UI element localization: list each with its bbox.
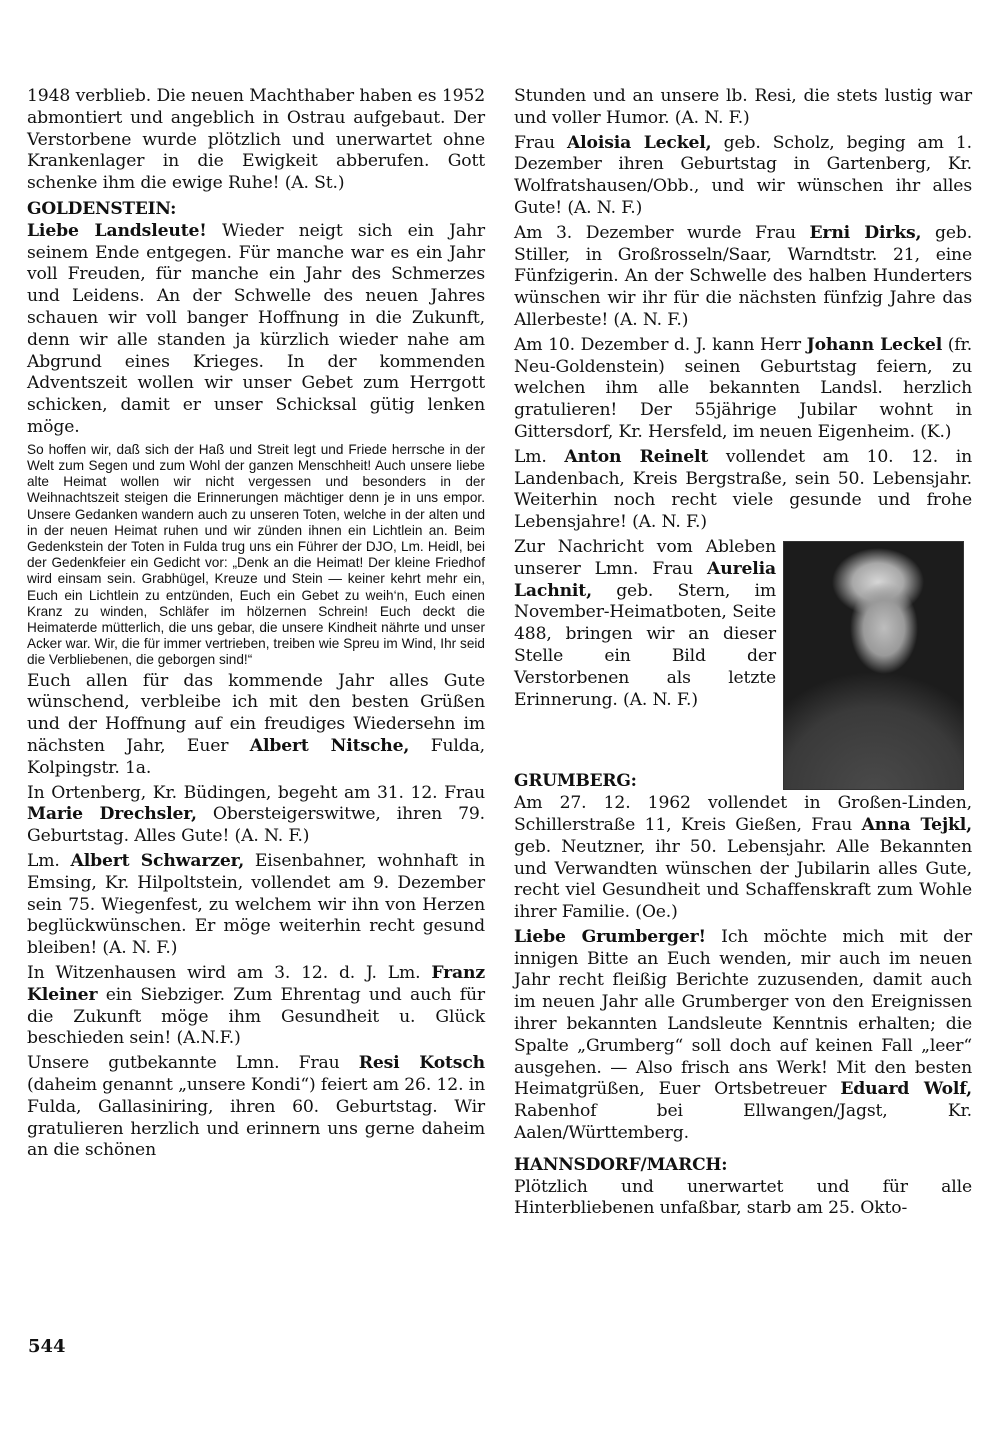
closing-text: Euch allen für das kommende Jahr alles Gute wünschend, verbleibe ich mit den besten Grüßen und der Hoffnung auf ein freudiges Wiedersehn im nächsten Jahr, Euer bbox=[27, 670, 485, 756]
letter-greeting: Liebe Grumberger! bbox=[514, 926, 706, 947]
entry-text: vollendet am 10. 12. in Landenbach, Kreis Bergstraße, sein 50. Lebensjahr. Weiterhin noch recht viele gesunde und frohe Lebensjahre! (A. N. F.) bbox=[514, 446, 972, 533]
entry-name: Johann Leckel bbox=[806, 334, 943, 355]
entry-text: (fr. Neu-Goldenstein) seinen Geburtstag feiern, zu welchen ihm alle bekannten Landsl. herzlich gratulieren! Der 55jährige Jubilar wohnt in Gittersdorf, Kr. Hersfeld, im neuen Eigenheim. (K.) bbox=[514, 334, 973, 442]
entry-text: Lm. bbox=[514, 446, 565, 467]
closing-name: Albert Nitsche, bbox=[249, 735, 410, 756]
section-heading-grumberg: GRUMBERG: bbox=[514, 771, 637, 792]
intro-paragraph: 1948 verblieb. Die neuen Machthaber haben es 1952 abmontiert und angeblich in Ostrau aufgebaut. Der Verstorbene wurde plötzlich und unerwartet ohne Krankenlager in die Ewigkeit abberufen. Gott schenke ihm die ewige Ruhe! (A. St.) bbox=[27, 86, 485, 194]
entry-paragraph bbox=[27, 783, 485, 848]
hannsdorf-paragraph: Plötzlich und unerwartet und für alle Hinterbliebenen unfaßbar, starb am 25. Okto- bbox=[514, 1176, 972, 1219]
obituary-name: Aurelia Lachnit, bbox=[514, 558, 776, 601]
page-number: 544 bbox=[28, 1336, 66, 1357]
greeting-bold: Liebe Landsleute! bbox=[27, 220, 207, 241]
entry-paragraph bbox=[514, 335, 972, 444]
letter-text: Ich möchte mich mit der innigen Bitte an Euch wenden, mir auch im neuen Jahr recht fleißig Berichte zuzusenden, damit auch im neuen Jahr alle Grumberger von den Ereignissen ihrer bekannten Landsleute Kenntnis erhalten; die Spalte „Grumberg“ soll doch auf keinen Fall „leer“ ausgehen. — Also frisch ans Werk! Mit den besten Heimatgrüßen, Euer Ortsbetreuer bbox=[514, 926, 972, 1100]
entry-text: Am 3. Dezember wurde Frau bbox=[514, 222, 810, 243]
entry-text: geb. Stiller, in Großrosseln/Saar, Warndtstr. 21, eine Fünfzigerin. An der Schwelle des halben Hunderters wünschen wir ihr für die nächsten fünfzig Jahre das Allerbeste! (A. N. F.) bbox=[514, 222, 973, 330]
entry-name: Anton Reinelt bbox=[564, 446, 709, 467]
obituary-paragraph bbox=[514, 537, 776, 711]
entry-text: Am 10. Dezember d. J. kann Herr bbox=[514, 334, 807, 355]
entry-text: Obersteigerswitwe, ihren 79. Geburtstag. Alles Gute! (A. N. F.) bbox=[27, 804, 485, 847]
entry-name: Aloisia Leckel, bbox=[566, 132, 712, 153]
entry-name: Resi Kotsch bbox=[358, 1053, 485, 1074]
entry-name: Erni Dirks, bbox=[809, 222, 922, 243]
entry-name: Anna Tejkl, bbox=[861, 814, 972, 835]
entry-text: geb. Scholz, beging am 1. Dezember ihren Geburtstag in Gartenberg, Kr. Wolfratshausen/Obb., und wir wünschen ihr alles Gute! (A. N. F.) bbox=[514, 132, 972, 218]
entry-text: Am 27. 12. 1962 vollendet in Großen-Linden, Schillerstraße 11, Kreis Gießen, Frau bbox=[514, 793, 972, 835]
closing-paragraph bbox=[27, 671, 485, 780]
entry-name: Marie Drechsler, bbox=[27, 804, 197, 825]
entry-text: In Witzenhausen wird am 3. 12. d. J. Lm. bbox=[27, 962, 432, 983]
left-column bbox=[27, 86, 485, 1165]
entry-text: Eisenbahner, wohnhaft in Emsing, Kr. Hilpoltstein, vollendet am 9. Dezember sein 75. Wiegenfest, zu welchem wir ihn von Herzen beglückwünschen. Er möge weiterhin recht gesund bleiben! (A. N. F.) bbox=[27, 850, 485, 959]
entry-paragraph bbox=[27, 851, 485, 960]
entry-text: Lm. bbox=[27, 850, 71, 871]
entry-text: Frau bbox=[514, 132, 567, 153]
obituary-block bbox=[514, 537, 972, 711]
closing-address: Fulda, Kolpingstr. 1a. bbox=[27, 735, 485, 778]
entry-paragraph bbox=[514, 133, 972, 220]
entry-text: (daheim genannt „unsere Kondi“) feiert am 26. 12. in Fulda, Gallasiniring, ihren 60. Geburtstag. Wir gratulieren herzlich und erinnern uns gerne daheim an die schönen bbox=[27, 1074, 485, 1161]
continuation-paragraph: Stunden und an unsere lb. Resi, die stets lustig war und voller Humor. (A. N. F.) bbox=[514, 86, 972, 128]
entry-name: Albert Schwarzer, bbox=[70, 850, 245, 871]
letter-address: Rabenhof bei Ellwangen/Jagst, Kr. Aalen/Württemberg. bbox=[514, 1101, 972, 1144]
greeting-paragraph bbox=[27, 221, 485, 439]
entry-paragraph bbox=[514, 447, 972, 534]
section-heading-hannsdorf: HANNSDORF/MARCH: bbox=[514, 1154, 728, 1175]
entry-text: geb. Neutzner, ihr 50. Lebensjahr. Alle Bekannten und Verwandten wünschen der Jubilarin alles Gute, recht viel Gesundheit und Schaffenskraft zum Wohle ihrer Familie. (Oe.) bbox=[514, 836, 972, 923]
greeting-text: Wieder neigt sich ein Jahr seinem Ende entgegen. Für manche war es ein Jahr voll Freuden, für manche ein Jahr des Schmerzes und Leidens. An der Schwelle des neuen Jahres schauen wir voll banger Hoffnung in die Zukunft, denn wir alle standen ja kürzlich wieder nahe am Abgrund eines Krieges. In der kommenden Adventszeit wollen wir unser Gebet zum Herrgott schicken, damit er unser Schicksal gütig lenken möge. bbox=[27, 220, 485, 437]
entry-paragraph bbox=[27, 1053, 485, 1162]
portrait-photo bbox=[783, 541, 964, 790]
entry-text: Unsere gutbekannte Lmn. Frau bbox=[27, 1053, 359, 1074]
grumberg-section bbox=[514, 771, 972, 1145]
obituary-text: geb. Stern, im November-Heimatboten, Seite 488, bringen wir an dieser Stelle ein Bild der Verstorbenen als letzte Erinnerung. (A. N. F.) bbox=[514, 580, 776, 710]
letter-signature-name: Eduard Wolf, bbox=[840, 1079, 972, 1100]
right-column bbox=[514, 86, 972, 1223]
entry-text: ein Siebziger. Zum Ehrentag und auch für die Zukunft möge ihm Gesundheit u. Glück beschieden sein! (A.N.F.) bbox=[27, 984, 485, 1049]
entry-name: Franz Kleiner bbox=[27, 962, 485, 1005]
letter-paragraph bbox=[514, 927, 972, 1145]
entry-paragraph bbox=[514, 223, 972, 332]
entry-paragraph bbox=[514, 793, 972, 924]
obituary-text: Zur Nachricht vom Ableben unserer Lmn. Frau bbox=[514, 536, 776, 579]
small-print-paragraph: So hoffen wir, daß sich der Haß und Streit legt und Friede herrsche in der Welt zum Segen und zum Wohl der ganzen Menschheit! Auch unsere liebe alte Heimat wollen wir nicht vergessen und besonders in der Weihnachtszeit steigen die Erinnerungen mächtiger denn je in uns empor. Unsere Gedanken wandern auch zu unseren Toten, welche in der alten und in der neuen Heimat ruhen und wir zünden ihnen ein Lichtlein an. Beim Gedenkstein der Toten in Fulda trug uns ein Führer der DJO, Lm. Heidl, bei der Gedenkfeier ein Gedicht vor: „Denk an die Heimat! Der kleine Friedhof wird einsam sein. Grabhügel, Kreuze und Stein — keiner kehrt mehr ein, Euch ein Lichtlein zu entzünden, Euch ein Gebet zu weih‘n, Euch einen Kranz zu winden, Schläfer im hölzernen Schrein! Euch deckt die Heimaterde mütterlich, die uns gebar, die unsere Kindheit nährte und unser Acker war. Wir, die für immer vertrieben, treiben wie Spreu im Wind, Ihr seid die Verbliebenen, die geborgen sind!“ bbox=[27, 441, 485, 668]
entry-paragraph bbox=[27, 963, 485, 1050]
entry-text: In Ortenberg, Kr. Büdingen, begeht am 31. 12. Frau bbox=[27, 782, 485, 803]
section-heading-goldenstein: GOLDENSTEIN: bbox=[27, 198, 177, 219]
